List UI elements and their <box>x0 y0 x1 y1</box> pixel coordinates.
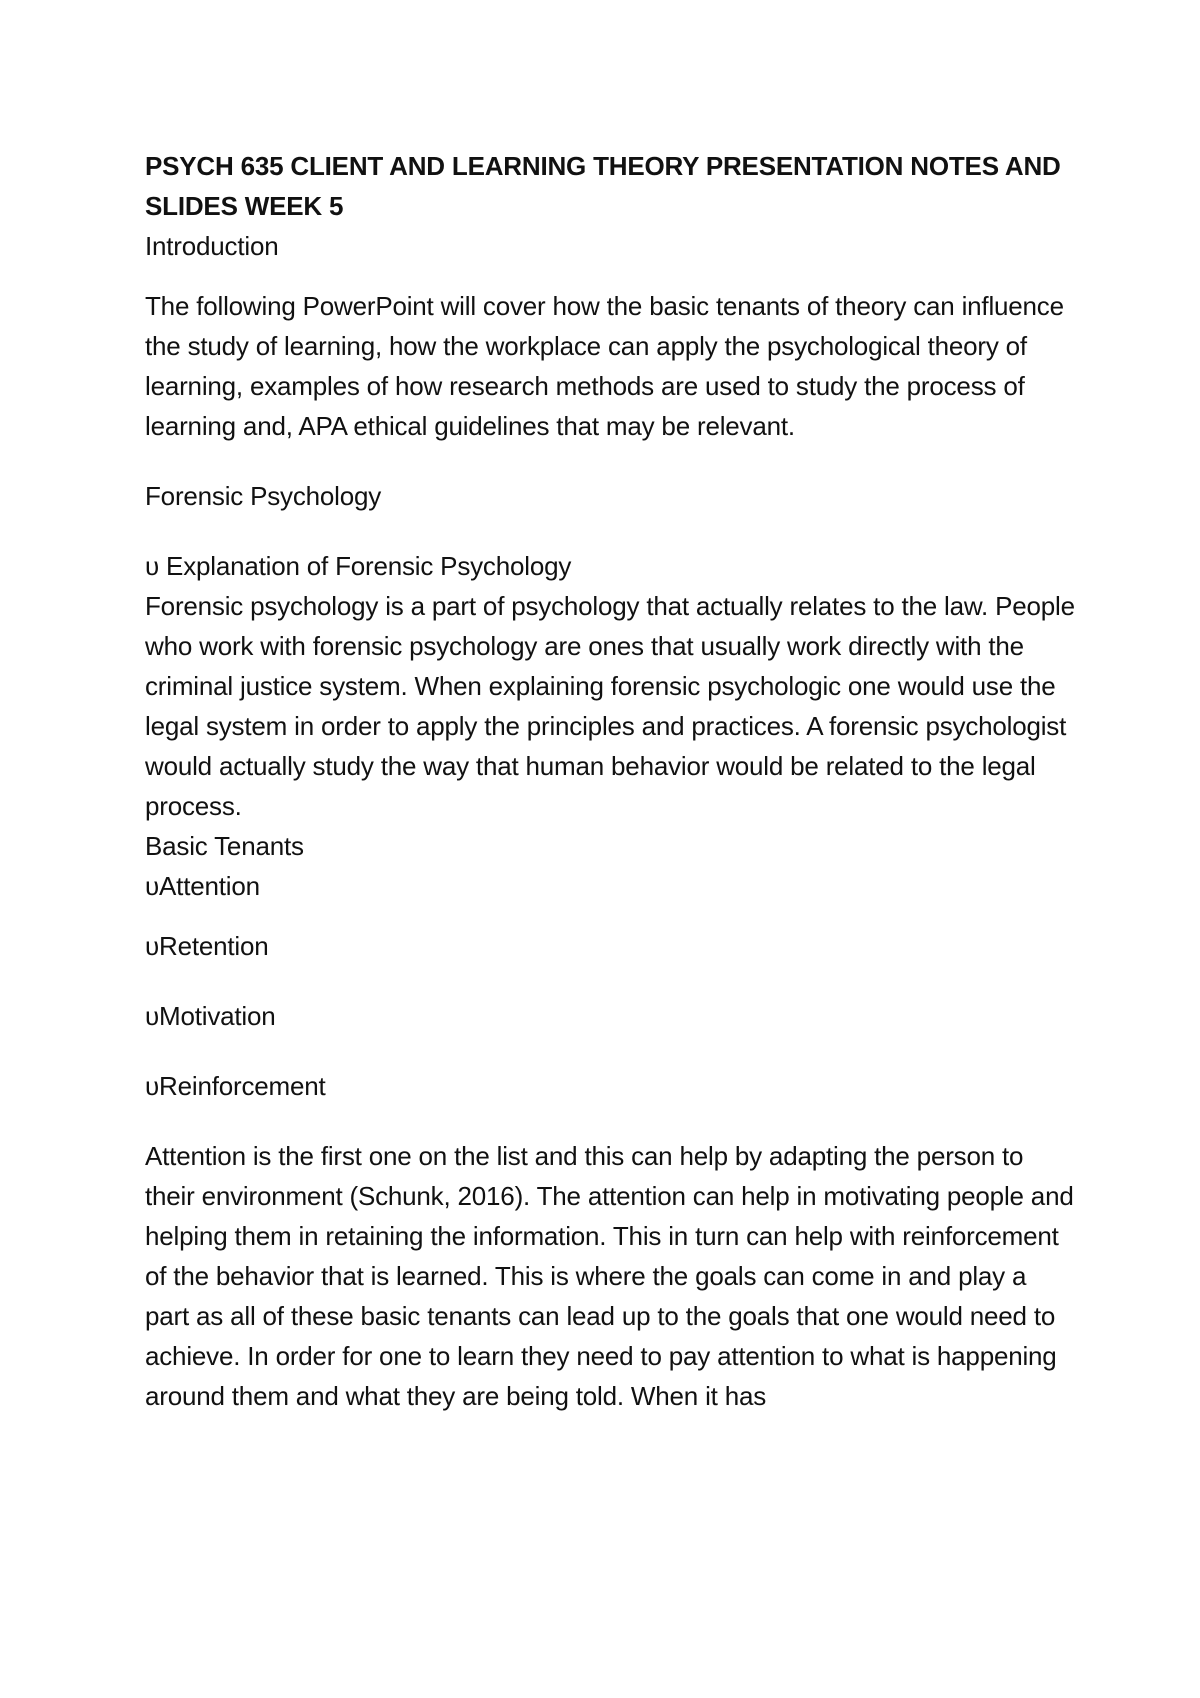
bullet-icon: υ <box>145 871 160 901</box>
tenant-label: Retention <box>159 931 269 961</box>
explanation-heading: Explanation of Forensic Psychology <box>159 551 572 581</box>
tenants-heading: Basic Tenants <box>145 831 304 861</box>
closing-paragraph: Attention is the first one on the list and this can help by adapting the person to their environment (Schunk, 2016). The attention can help in motivating people and helping them in retaining the information. This in turn can help with reinforcement of the behavior that is learned. This is where the goals can come in and play a part as all of these basic tenants can lead up to the goals that one would need to achieve. In order for one to learn they need to pay attention to what is happening around them and what they are being told. When it has <box>145 1141 1074 1411</box>
tenant-item <box>145 1066 1075 1106</box>
tenant-label: Reinforcement <box>159 1071 326 1101</box>
tenant-label: Motivation <box>159 1001 276 1031</box>
bullet-icon: υ <box>145 551 160 581</box>
document-title: PSYCH 635 CLIENT AND LEARNING THEORY PRESENTATION NOTES AND SLIDES WEEK 5 <box>145 151 1061 221</box>
section-heading: Forensic Psychology <box>145 481 382 511</box>
document-page <box>145 146 1075 1416</box>
tenant-item <box>145 866 1075 906</box>
bullet-icon: υ <box>145 1001 160 1031</box>
tenant-label: Attention <box>159 871 260 901</box>
bullet-icon: υ <box>145 1071 160 1101</box>
explanation-paragraph: Forensic psychology is a part of psychology that actually relates to the law. People who work with forensic psychology are ones that usually work directly with the criminal justice system. When explaining forensic psychologic one would use the legal system in order to apply the principles and practices. A forensic psychologist would actually study the way that human behavior would be related to the legal process. <box>145 591 1075 821</box>
bullet-icon: υ <box>145 931 160 961</box>
tenant-item <box>145 926 1075 966</box>
intro-paragraph: The following PowerPoint will cover how the basic tenants of theory can influence the study of learning, how the workplace can apply the psychological theory of learning, examples of how research methods are used to study the process of learning and, APA ethical guidelines that may be relevant. <box>145 291 1064 441</box>
explanation-heading-line <box>145 546 1075 586</box>
tenant-item <box>145 996 1075 1036</box>
intro-heading: Introduction <box>145 231 279 261</box>
